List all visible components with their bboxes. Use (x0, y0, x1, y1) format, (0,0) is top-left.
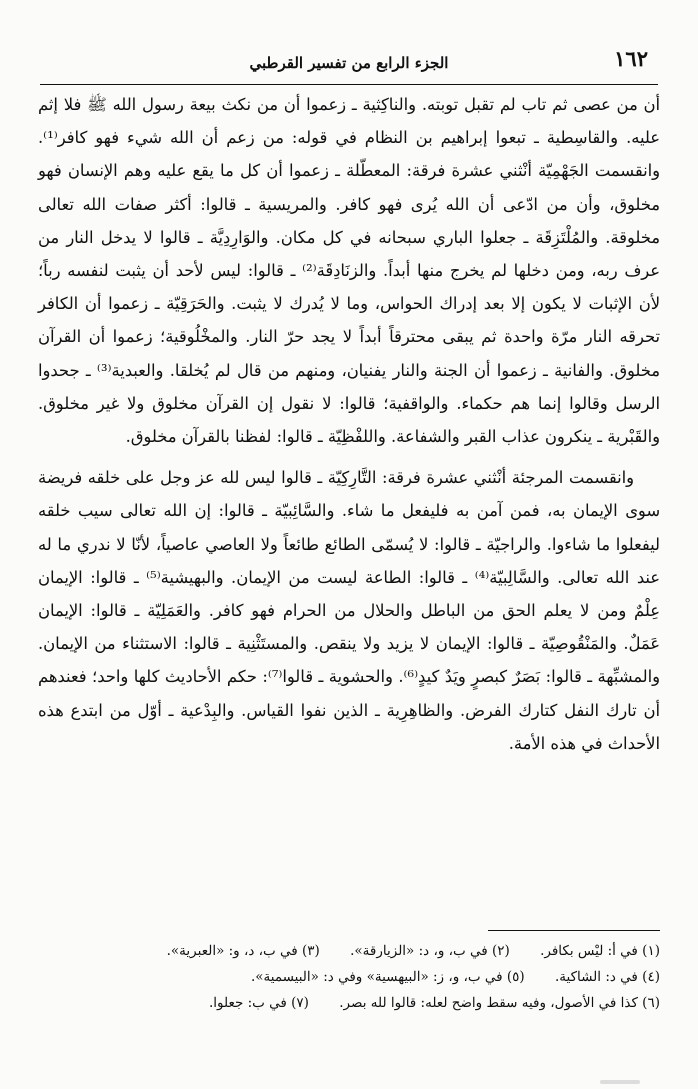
footnote-line (38, 990, 660, 1016)
footnote: (٥) في ب، و، ز: «البيهسية» وفي د: «البيسمية». (250, 969, 525, 985)
footnotes (38, 938, 660, 1016)
footnote: (٦) كذا في الأصول، وفيه سقط واضح لعله: قالوا لله بصر. (339, 995, 660, 1011)
footnote: (٣) في ب، د، و: «العبرية». (166, 943, 320, 959)
footnote: (١) في أ: ليْس بكافر. (540, 943, 660, 959)
body-text (38, 88, 660, 760)
footnote-divider (488, 930, 660, 931)
page-header (40, 46, 658, 85)
paragraph: أن من عصى ثم تاب لم تقبل توبته. والناكِثية ـ زعموا أن من نكث بيعة رسول الله ﷺ فلا إثم عليه. والقاسِطية ـ تبعوا إبراهيم بن النظام في قوله: من زعم أن الله شيء فهو كافر⁽¹⁾. وانقسمت الجَهْمِيّة أنْثني عشرة فرقة: المعطّلة ـ زعموا أن كل ما يقع عليه وهم الإنسان فهو مخلوق، وأن من ادّعى أن الله يُرى فهو كافر. والمريسية ـ قالوا: أكثر صفات الله تعالى مخلوقة. والمُلْتَزِقَة ـ جعلوا الباري سبحانه في كل مكان. والوَارِدِيَّة ـ قالوا لا يدخل النار من عرف ربه، ومن دخلها لم يخرج منها أبداً. والزنَادِقَة⁽²⁾ ـ قالوا: ليس لأحد أن يثبت لنفسه رباً؛ لأن الإثبات لا يكون إلا بعد إدراك الحواس، وما لا يُدرك لا يثبت. والحَرَقِيّة ـ زعموا أن الكافر تحرقه النار مرّة واحدة ثم يبقى محترقاً أبداً لا يجد حرّ النار. والمخْلُوقية؛ زعموا أن القرآن مخلوق. والفانية ـ زعموا أن الجنة والنار يفنيان، ومنهم من قال لم يُخلقا. والعبدية⁽³⁾ ـ جحدوا الرسل وقالوا إنما هم حكماء. والواقفية؛ قالوا: لا نقول إن القرآن مخلوق ولا غير مخلوق. والقَبْرية ـ ينكرون عذاب القبر والشفاعة. واللفْظِيّة ـ قالوا: لفظنا بالقرآن مخلوق. (38, 95, 660, 447)
paragraph: وانقسمت المرجئة أنْثني عشرة فرقة: التَّارِكِيّة ـ قالوا ليس لله عز وجل على خلقه فريضة سوى الإيمان به، فمن آمن به فليفعل ما شاء. والسَّائِبيّة ـ قالوا: إن الله تعالى سيب خلقه ليفعلوا ما شاءوا. والراجيّة ـ قالوا: لا يُسمّى الطائع طائعاً ولا العاصي عاصياً، لأنّا لا ندري ما له عند الله تعالى. والسَّالِبيّة⁽⁴⁾ ـ قالوا: الطاعة ليست من الإيمان. والبهيشية⁽⁵⁾ ـ قالوا: الإيمان عِلْمٌ ومن لا يعلم الحق من الباطل والحلال من الحرام فهو كافر. والعَمَلِيّة ـ قالوا: الإيمان عَمَلٌ. والمَنْقُوصِيّة ـ قالوا: الإيمان لا يزيد ولا ينقص. والمستَثْنِية ـ قالوا: الاستثناء من الإيمان. والمشبِّهة ـ قالوا: بَصَرٌ كبصرٍ ويَدٌ كيدٍ⁽⁶⁾. والحشوية ـ قالوا⁽⁷⁾: حكم الأحاديث كلها واحد؛ فعندهم أن تارك النفل كتارك الفرض. والظاهِرِية ـ الذين نفوا القياس. والبِدْعية ـ أوّل من ابتدع هذه الأحداث في هذه الأمة. (38, 468, 661, 753)
footnote-line (38, 938, 660, 964)
page-number: ١٦٢ (614, 46, 648, 71)
footnote: (٤) في د: الشاكية. (554, 969, 660, 985)
footnote: (٢) في ب، و، د: «الزيارقة». (350, 943, 510, 959)
footnote-line (38, 964, 660, 990)
running-title: الجزء الرابع من تفسير القرطبي (249, 54, 449, 72)
scan-smudge (600, 1080, 640, 1084)
footnote: (٧) في ب: جعلوا. (208, 995, 309, 1011)
